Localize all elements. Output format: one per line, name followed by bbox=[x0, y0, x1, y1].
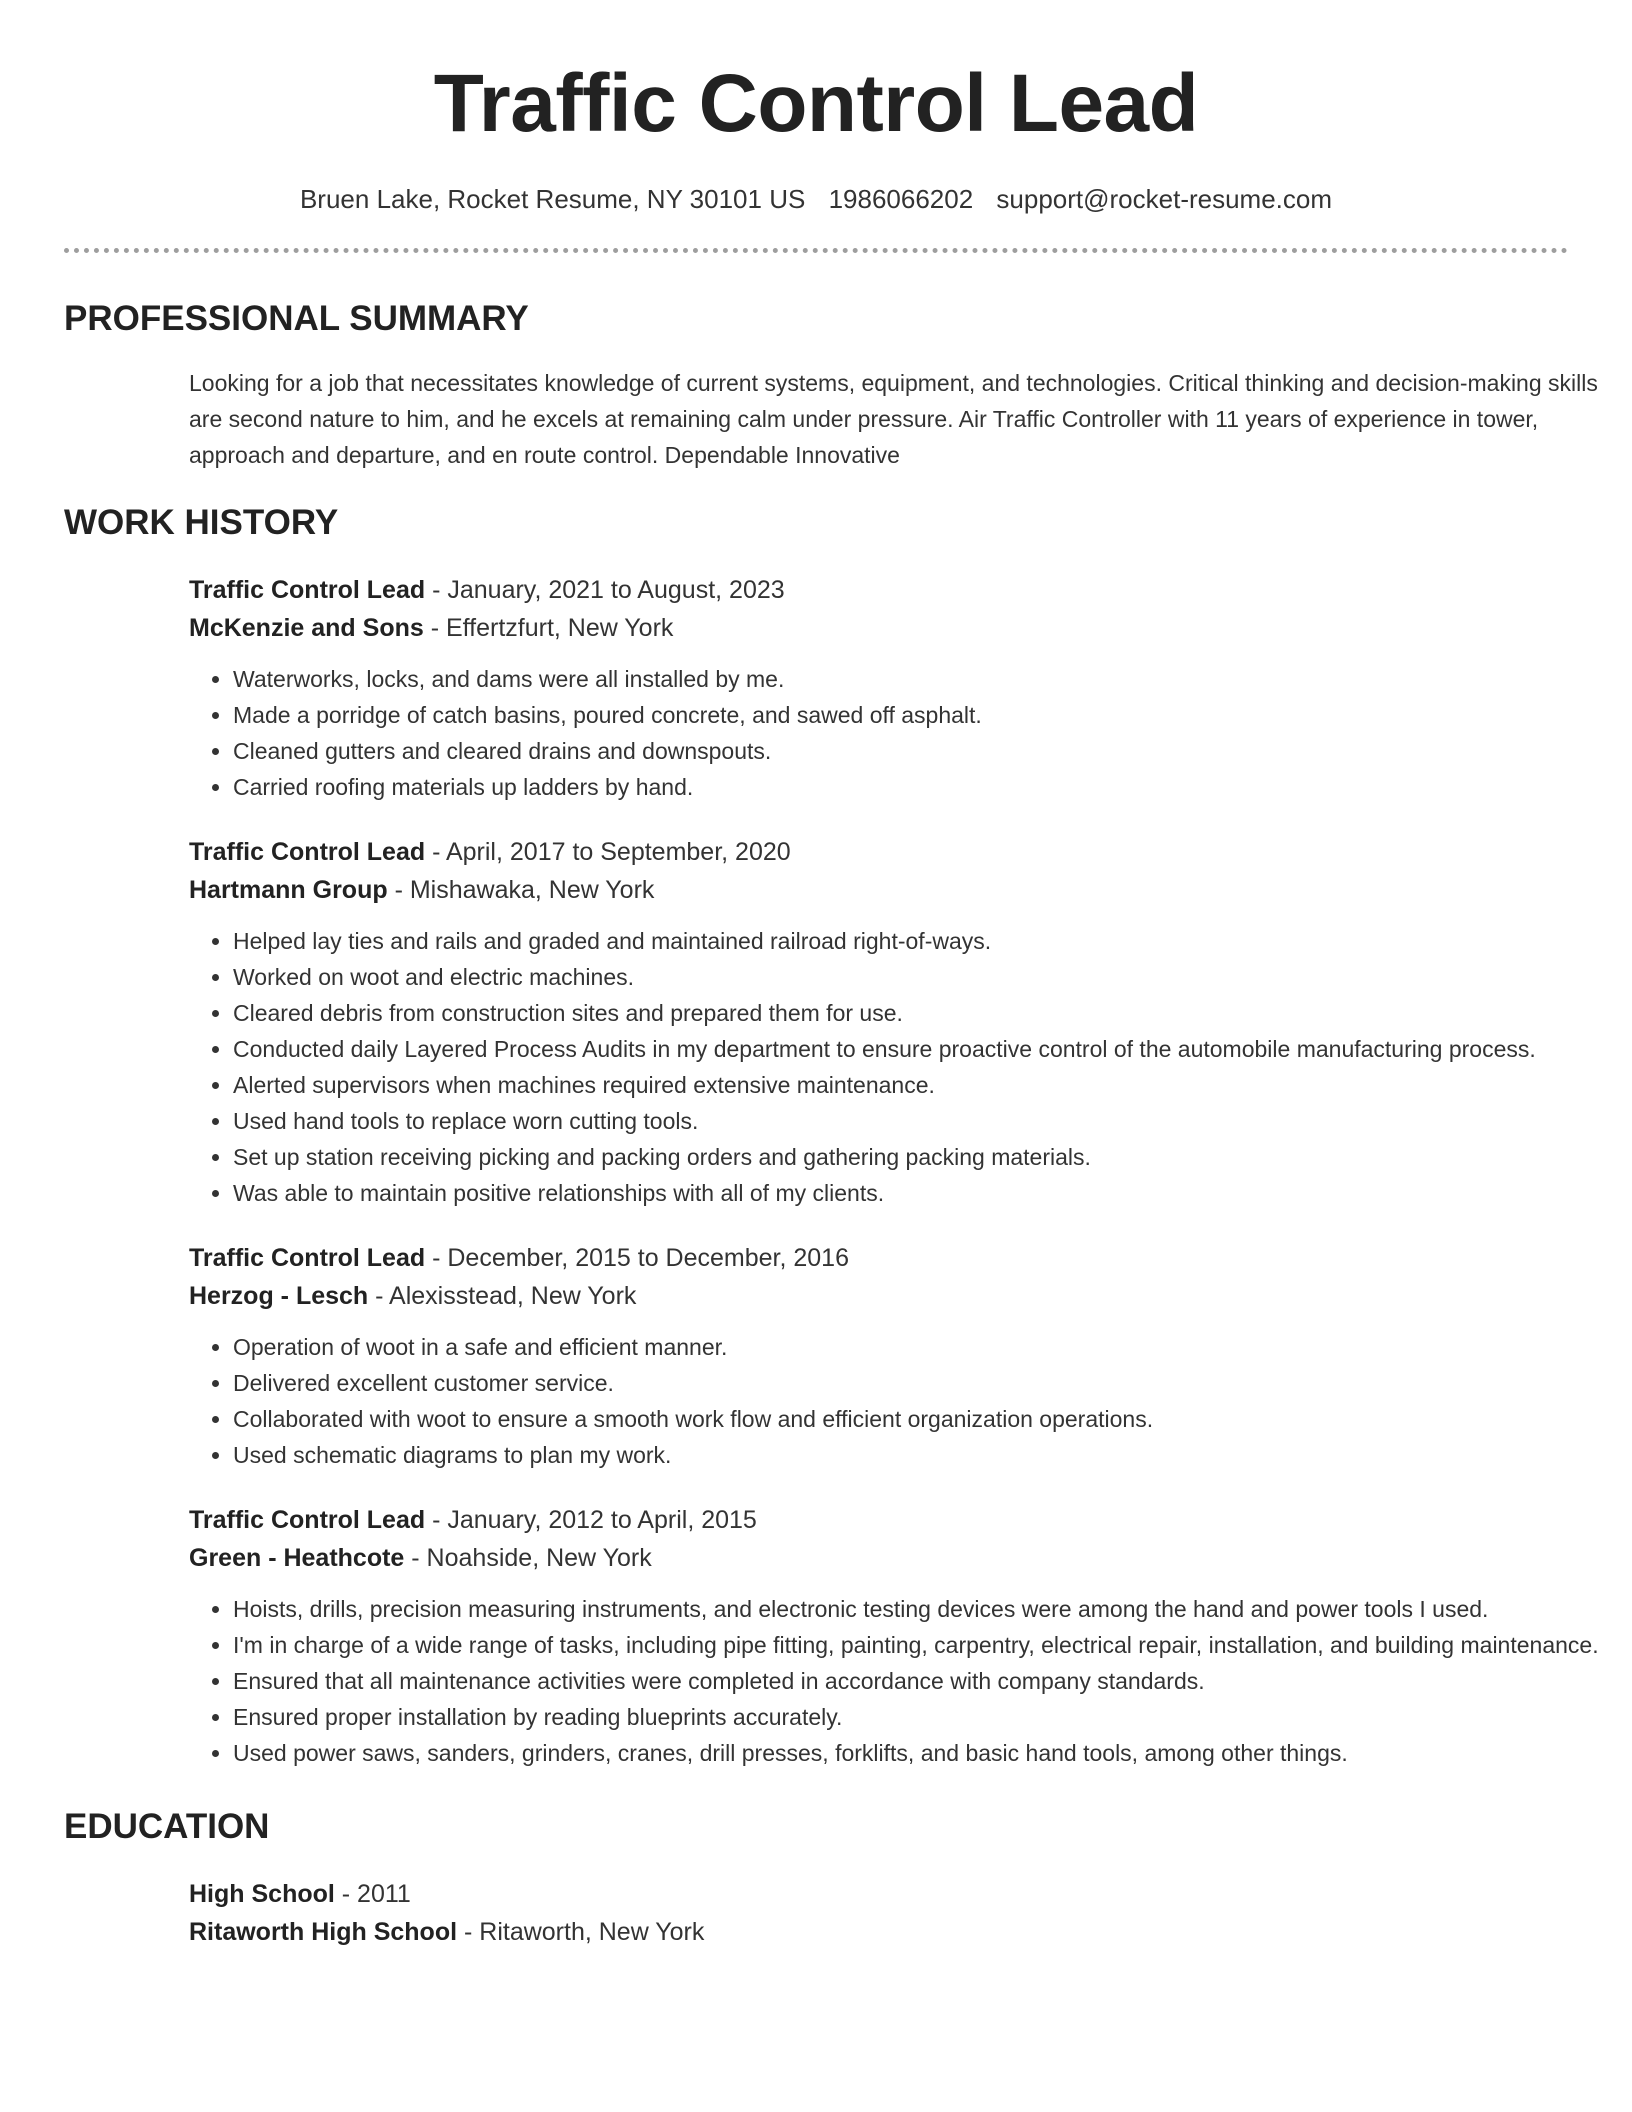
section-title-summary: PROFESSIONAL SUMMARY bbox=[64, 299, 529, 338]
job-company: Green - Heathcote bbox=[189, 1544, 405, 1572]
bullet-item: • Delivered excellent customer service. bbox=[233, 1365, 1613, 1401]
bullet-item: • Ensured that all maintenance activities were completed in accordance with company standards. bbox=[233, 1663, 1613, 1699]
job-bullets bbox=[189, 1591, 1613, 1771]
job-role-line bbox=[189, 571, 1568, 609]
bullet-item: • Conducted daily Layered Process Audits in my department to ensure proactive control of the automobile manufacturing process. bbox=[233, 1031, 1613, 1067]
bullet-item: • Used power saws, sanders, grinders, cranes, drill presses, forklifts, and basic hand tools, among other things. bbox=[233, 1735, 1613, 1771]
bullet-item: • Carried roofing materials up ladders by hand. bbox=[233, 769, 1613, 805]
job-company-line bbox=[189, 871, 1568, 909]
bullet-item: • Used hand tools to replace worn cutting tools. bbox=[233, 1103, 1613, 1139]
job-company-line bbox=[189, 1539, 1568, 1577]
bullet-item: • I'm in charge of a wide range of tasks, including pipe fitting, painting, carpentry, electrical repair, installation, and building maintenance. bbox=[233, 1627, 1613, 1663]
bullet-item: • Cleared debris from construction sites and prepared them for use. bbox=[233, 995, 1613, 1031]
bullet-item: • Made a porridge of catch basins, poured concrete, and sawed off asphalt. bbox=[233, 697, 1613, 733]
candidate-name: Traffic Control Lead bbox=[433, 58, 1199, 149]
bullet-item: • Hoists, drills, precision measuring instruments, and electronic testing devices were among the hand and power tools I used. bbox=[233, 1591, 1613, 1627]
bullet-item: • Waterworks, locks, and dams were all installed by me. bbox=[233, 661, 1613, 697]
bullet-item: • Collaborated with woot to ensure a smooth work flow and efficient organization operations. bbox=[233, 1401, 1613, 1437]
job-entry bbox=[189, 1501, 1599, 1771]
job-role: Traffic Control Lead bbox=[189, 576, 426, 604]
job-role-line bbox=[189, 1501, 1568, 1539]
summary-text: Looking for a job that necessitates knowledge of current systems, equipment, and technologies. Critical thinking and decision-making skills are second nature to him, and he excels at remaining calm under pressure. Air Traffic Controller with 11 years of experience in tower, approach and departure, and en route control. Dependable Innovative bbox=[189, 370, 1598, 468]
edu-location: - Ritaworth, New York bbox=[457, 1918, 705, 1946]
job-location: - Alexisstead, New York bbox=[368, 1282, 637, 1310]
education-entry bbox=[189, 1875, 1568, 1951]
job-entry bbox=[189, 1239, 1568, 1473]
contact-phone: 1986066202 bbox=[828, 184, 974, 214]
bullet-item: • Cleaned gutters and cleared drains and downspouts. bbox=[233, 733, 1613, 769]
job-location: - Mishawaka, New York bbox=[387, 876, 655, 904]
job-role: Traffic Control Lead bbox=[189, 1506, 426, 1534]
job-dates: - January, 2021 to August, 2023 bbox=[425, 576, 785, 604]
job-company-line bbox=[189, 1277, 1568, 1315]
job-location: - Effertzfurt, New York bbox=[423, 614, 674, 642]
job-bullets bbox=[189, 923, 1613, 1211]
job-company: Hartmann Group bbox=[189, 876, 388, 904]
section-work-history bbox=[64, 501, 1599, 1771]
edu-school: Ritaworth High School bbox=[189, 1918, 458, 1946]
bullet-item: • Ensured proper installation by reading blueprints accurately. bbox=[233, 1699, 1613, 1735]
bullet-item: • Set up station receiving picking and packing orders and gathering packing materials. bbox=[233, 1139, 1613, 1175]
contact-address: Bruen Lake, Rocket Resume, NY 30101 US bbox=[299, 184, 806, 214]
job-bullets bbox=[189, 661, 1613, 805]
bullet-item: • Used schematic diagrams to plan my work. bbox=[233, 1437, 1613, 1473]
bullet-item: • Helped lay ties and rails and graded and maintained railroad right-of-ways. bbox=[233, 923, 1613, 959]
job-role-line bbox=[189, 833, 1568, 871]
header-divider bbox=[64, 248, 1568, 253]
edu-school-line bbox=[189, 1913, 1568, 1951]
job-dates: - April, 2017 to September, 2020 bbox=[425, 838, 791, 866]
job-company: McKenzie and Sons bbox=[189, 614, 424, 642]
job-dates: - December, 2015 to December, 2016 bbox=[425, 1244, 849, 1272]
job-role-line bbox=[189, 1239, 1568, 1277]
contact-line bbox=[64, 182, 1568, 216]
job-company: Herzog - Lesch bbox=[189, 1282, 369, 1310]
job-company-line bbox=[189, 609, 1568, 647]
job-entry bbox=[189, 571, 1568, 805]
section-education bbox=[64, 1805, 1568, 1951]
job-role: Traffic Control Lead bbox=[189, 838, 426, 866]
section-title-work-history: WORK HISTORY bbox=[64, 503, 339, 542]
bullet-item: • Worked on woot and electric machines. bbox=[233, 959, 1613, 995]
bullet-item: • Was able to maintain positive relationships with all of my clients. bbox=[233, 1175, 1613, 1211]
edu-degree-line bbox=[189, 1875, 1568, 1913]
section-title-education: EDUCATION bbox=[64, 1807, 270, 1846]
contact-email[interactable]: support@rocket-resume.com bbox=[996, 184, 1333, 214]
job-dates: - January, 2012 to April, 2015 bbox=[425, 1506, 757, 1534]
bullet-item: • Operation of woot in a safe and efficient manner. bbox=[233, 1329, 1613, 1365]
job-role: Traffic Control Lead bbox=[189, 1244, 426, 1272]
section-professional-summary bbox=[64, 297, 1598, 473]
job-entry bbox=[189, 833, 1568, 1211]
bullet-item: • Alerted supervisors when machines required extensive maintenance. bbox=[233, 1067, 1613, 1103]
job-bullets bbox=[189, 1329, 1613, 1473]
job-location: - Noahside, New York bbox=[404, 1544, 652, 1572]
edu-degree: High School bbox=[189, 1880, 335, 1908]
edu-year: - 2011 bbox=[334, 1880, 411, 1908]
